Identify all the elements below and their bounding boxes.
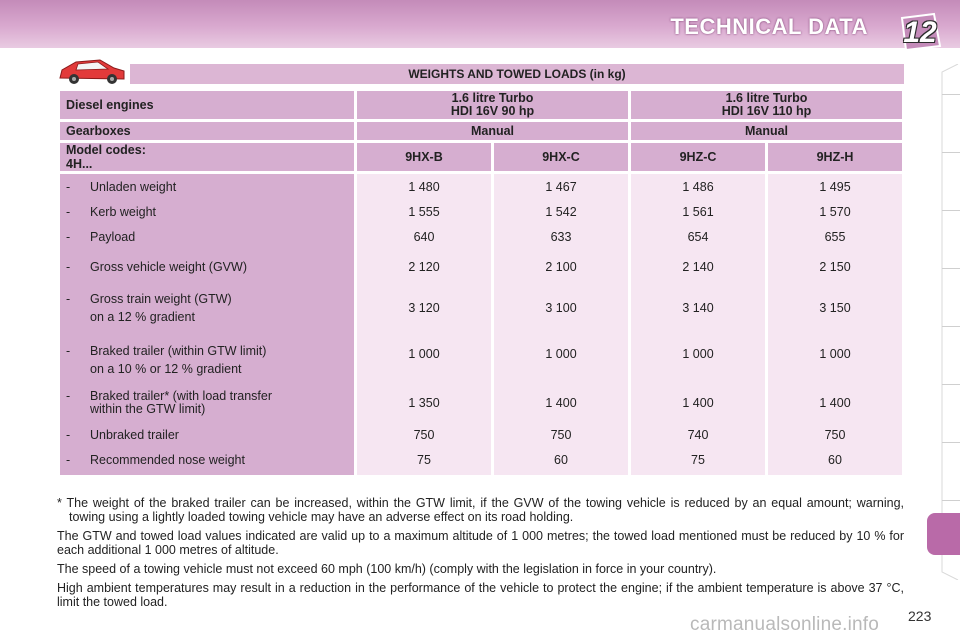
cell-value: 2 100: [545, 260, 577, 274]
row-label: - Braked trailer* (with load transfer within the GTW limit): [66, 389, 273, 416]
side-rail: [928, 64, 960, 580]
cell-value: 1 495: [819, 180, 851, 194]
footnote: * The weight of the braked trailer can be increased, within the GTW limit, if the GVW of the towing vehicle is reduced by an equal amount; warning, towing using a lightly loaded towing vehicle may have an adverse effect on its road holding.: [57, 496, 904, 524]
note-altitude: The GTW and towed load values indicated are valid up to a maximum altitude of 1 000 metres; the towed load mentioned must be reduced by 10 % for each additional 1 000 metres of altitude.: [57, 529, 904, 557]
cell-value: 60: [828, 453, 842, 467]
cell-value: 2 140: [682, 260, 714, 274]
rail-tick: [942, 268, 960, 269]
engine-col-2: [631, 91, 902, 119]
cell-value: 1 480: [408, 180, 440, 194]
cell-value: 750: [824, 428, 846, 442]
cell-value: 3 150: [819, 301, 851, 315]
model-code: 9HZ-H: [768, 143, 902, 171]
cell-value: 3 140: [682, 301, 714, 315]
cell-value: 1 400: [682, 396, 714, 410]
cell-value: 654: [687, 230, 709, 244]
section-title: WEIGHTS AND TOWED LOADS (in kg): [130, 64, 904, 84]
cell-value: 1 570: [819, 205, 851, 219]
car-icon: [56, 56, 128, 86]
model-label: [60, 143, 354, 171]
cell-value: 1 000: [545, 347, 577, 361]
cell-value: 1 486: [682, 180, 714, 194]
cell-value: 750: [550, 428, 572, 442]
model-code: 9HX-B: [357, 143, 491, 171]
cell-value: 1 467: [545, 180, 577, 194]
cell-value: 1 561: [682, 205, 714, 219]
cell-value: 633: [550, 230, 572, 244]
values-column-9hz-h: [768, 174, 902, 475]
model-label-line2: 4H...: [66, 157, 93, 171]
model-code: 9HX-C: [494, 143, 628, 171]
cell-value: 640: [413, 230, 435, 244]
values-column-9hz-c: [631, 174, 765, 475]
values-column-9hx-c: [494, 174, 628, 475]
note-speed: The speed of a towing vehicle must not exceed 60 mph (100 km/h) (comply with the legislation in force in your country).: [57, 562, 717, 576]
row-label: - Unbraked trailer: [66, 428, 179, 442]
side-rail-outline: [928, 64, 960, 580]
cell-value: 1 000: [682, 347, 714, 361]
cell-value: 3 120: [408, 301, 440, 315]
cell-value: 750: [413, 428, 435, 442]
cell-value: 2 120: [408, 260, 440, 274]
chapter-badge: [898, 12, 942, 52]
rail-tick: [942, 94, 960, 95]
rail-tick: [942, 384, 960, 385]
engine-1-line1: 1.6 litre Turbo: [451, 91, 534, 105]
cell-value: 2 150: [819, 260, 851, 274]
values-column-9hx-b: [357, 174, 491, 475]
page-number: 223: [908, 608, 932, 624]
row-label: - Braked trailer (within GTW limit) on a 10 % or 12 % gradient: [66, 344, 267, 376]
model-code: 9HZ-C: [631, 143, 765, 171]
rail-tick: [942, 442, 960, 443]
cell-value: 3 100: [545, 301, 577, 315]
rail-tick: [942, 500, 960, 501]
weights-table: [57, 88, 905, 478]
table-header-engines: [60, 91, 902, 119]
table-header-models: [60, 143, 902, 171]
cell-value: 1 400: [545, 396, 577, 410]
gearbox-label: Gearboxes: [60, 122, 354, 140]
row-label: - Payload: [66, 230, 136, 244]
cell-value: 1 000: [819, 347, 851, 361]
cell-value: 655: [824, 230, 846, 244]
page-title: TECHNICAL DATA: [670, 14, 868, 39]
note-temperature: High ambient temperatures may result in a reduction in the performance of the vehicle to protect the engine; if the ambient temperature is above 37 °C, limit the towed load.: [57, 581, 904, 609]
cell-value: 1 555: [408, 205, 440, 219]
rail-tick: [942, 152, 960, 153]
row-label: - Unladen weight: [66, 180, 177, 194]
engine-1-line2: HDI 16V 90 hp: [450, 104, 535, 118]
header-banner: [0, 0, 960, 48]
cell-value: 1 542: [545, 205, 577, 219]
notes-block: [57, 496, 904, 614]
model-label-line1: Model codes:: [66, 143, 146, 157]
watermark: carmanualsonline.info: [690, 614, 880, 635]
engine-2-line2: HDI 16V 110 hp: [721, 104, 812, 118]
cell-value: 60: [554, 453, 568, 467]
row-label: - Gross train weight (GTW) on a 12 % gradient: [66, 292, 232, 324]
rail-tick: [942, 326, 960, 327]
row-labels-column: [60, 174, 354, 475]
chapter-side-tab[interactable]: [927, 513, 960, 555]
gearbox-2: Manual: [631, 122, 902, 140]
cell-value: 1 000: [408, 347, 440, 361]
engine-label: Diesel engines: [60, 91, 354, 119]
gearbox-1: Manual: [357, 122, 628, 140]
table-header-gearboxes: [60, 122, 902, 140]
table-body: [60, 174, 902, 475]
engine-2-line1: 1.6 litre Turbo: [725, 91, 808, 105]
cell-value: 740: [687, 428, 709, 442]
rail-tick: [942, 210, 960, 211]
chapter-number: 12: [903, 16, 937, 49]
cell-value: 1 350: [408, 396, 440, 410]
cell-value: 75: [417, 453, 431, 467]
cell-value: 75: [691, 453, 705, 467]
cell-value: 1 400: [819, 396, 851, 410]
row-label: - Gross vehicle weight (GVW): [66, 260, 247, 274]
row-label: - Kerb weight: [66, 205, 157, 219]
engine-col-1: [357, 91, 628, 119]
row-label: - Recommended nose weight: [66, 453, 245, 467]
